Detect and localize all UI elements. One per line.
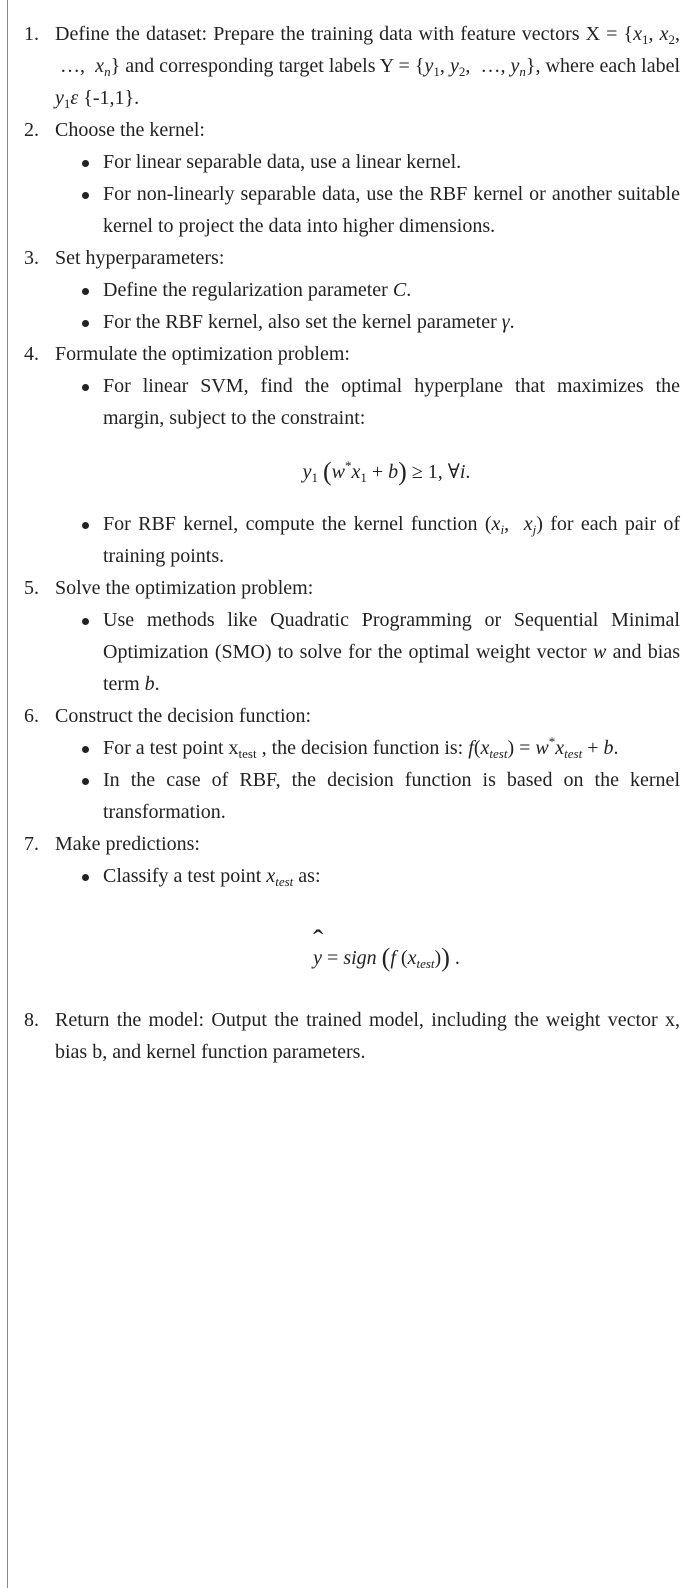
step-heading: Choose the kernel: [55,119,205,141]
bullet-text: Classify a test point $x_{test}$ as: [103,865,321,889]
bullet-item: For linear separable data, use a linear kernel. [55,146,680,178]
step-2 [0,114,680,242]
step-number: 1. [24,23,39,45]
bullet-item: For RBF kernel, compute the kernel function ($x_i$, $x_j$) for each pair of training points. [55,508,680,572]
bullet-list [55,274,680,338]
bullet-list [55,146,680,242]
step-heading: Formulate the optimization problem: [55,343,350,365]
step-number: 4. [24,343,39,365]
bullet-text: For linear SVM, find the optimal hyperplane that maximizes the margin, subject to the constraint: [103,375,680,429]
bullet-item [55,860,680,974]
bullet-list [55,860,680,974]
step-7 [0,828,680,974]
bullet-item: For non-linearly separable data, use the RBF kernel or another suitable kernel to project the data into higher dimensions. [55,178,680,242]
step-text: Define the dataset: Prepare the training data with feature vectors $X = \{x_1$, $x_2$, …, $x_n$} and corresponding target labels $Y = \{y_1$, $y_2$, …, $y_n$}, where each label $y_1\varepsilon$ {-1,1}. [55,23,681,111]
step-number: 2. [24,119,39,141]
algorithm-steps [0,18,680,1068]
step-number: 5. [24,577,39,599]
constraint-equation: $y_1$ $(w^*x_1 + b) \ge 1$, ∀i. [302,457,471,486]
bullet-item: For the RBF kernel, also set the kernel parameter γ. [55,306,680,338]
step-4 [0,338,680,572]
step-3 [0,242,680,338]
step-8 [0,1004,680,1068]
step-heading: Solve the optimization problem: [55,577,314,599]
step-heading: Set hyperparameters: [55,247,225,269]
bullet-item [55,370,680,488]
step-heading: Make predictions: [55,833,200,855]
bullet-list [55,370,680,572]
step-number: 8. [24,1009,39,1031]
bullet-list [55,604,680,700]
step-1 [0,18,680,114]
step-6 [0,700,680,828]
bullet-item: In the case of RBF, the decision function is based on the kernel transformation. [55,764,680,828]
step-number: 3. [24,247,39,269]
step-heading: Construct the decision function: [55,705,312,727]
prediction-equation: ˆ y = sign (f $(x_{test})$) . [103,942,680,974]
bullet-item: For a test point $x_{test}$ , the decision function is: $f(x_{test}) = w^*x_{test} + b$. [55,732,680,764]
step-text: Return the model: Output the trained model, including the weight vector x, bias b, and kernel function parameters. [55,1009,680,1063]
step-5 [0,572,680,700]
bullet-item: Define the regularization parameter C. [55,274,680,306]
bullet-item: Use methods like Quadratic Programming or Sequential Minimal Optimization (SMO) to solve for the optimal weight vector w and bias term b. [55,604,680,700]
step-number: 7. [24,833,39,855]
bullet-list [55,732,680,828]
step-number: 6. [24,705,39,727]
